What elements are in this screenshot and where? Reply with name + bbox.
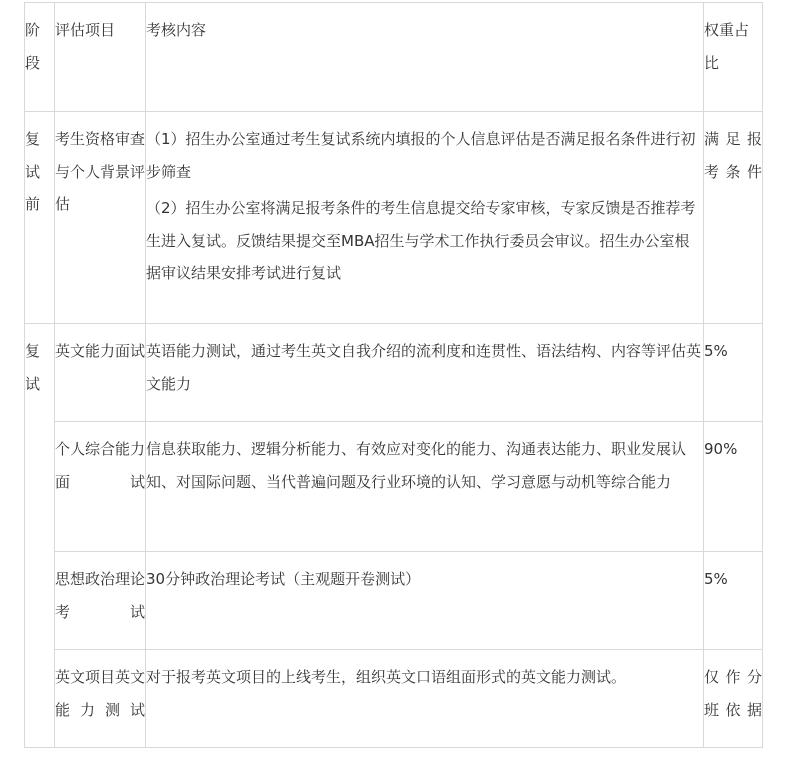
header-content-cell xyxy=(146,3,704,112)
item-label: 考生资格审查与个人背景评估 xyxy=(55,130,146,213)
header-stage-cell xyxy=(25,3,55,112)
content-paragraph: （2）招生办公室将满足报考条件的考生信息提交给专家审核，专家反馈是否推荐考生进入复试。反馈结果提交至MBA招生与学术工作执行委员会审议。招生办公室根据审议结果安排考试进行复试 xyxy=(146,199,696,282)
content-text: 对于报考英文项目的上线考生，组织英文口语组面形式的英文能力测试。 xyxy=(146,668,627,686)
table-row xyxy=(25,552,763,650)
weight-cell xyxy=(704,422,763,552)
weight-cell xyxy=(704,650,763,748)
header-content: 考核内容 xyxy=(146,21,207,39)
content-cell xyxy=(146,422,704,552)
weight-value: 90% xyxy=(704,440,738,458)
item-cell xyxy=(55,552,146,650)
item-cell xyxy=(55,422,146,552)
content-block xyxy=(146,112,703,301)
weight-cell xyxy=(704,552,763,650)
weight-cell xyxy=(704,112,763,324)
content-cell xyxy=(146,552,704,650)
content-text: 信息获取能力、逻辑分析能力、有效应对变化的能力、沟通表达能力、职业发展认知、对国际问题、当代普遍问题及行业环境的认知、学习意愿与动机等综合能力 xyxy=(146,440,687,491)
stage-label: 复试 xyxy=(25,342,41,393)
content-text: 英语能力测试，通过考生英文自我介绍的流利度和连贯性、语法结构、内容等评估英文能力 xyxy=(146,342,702,393)
weight-value: 满足报考条件 xyxy=(704,130,762,181)
content-text: 30分钟政治理论考试（主观题开卷测试） xyxy=(146,570,421,588)
table-row xyxy=(25,650,763,748)
content-cell xyxy=(146,650,704,748)
content-cell xyxy=(146,324,704,422)
item-label: 思想政治理论考试 xyxy=(55,570,146,621)
header-weight-cell xyxy=(704,3,763,112)
weight-value: 仅作分班依据 xyxy=(704,668,762,719)
stage-label: 复试前 xyxy=(25,130,41,213)
weight-value: 5% xyxy=(704,342,728,360)
header-item: 评估项目 xyxy=(55,21,116,39)
item-cell xyxy=(55,650,146,748)
stage-cell xyxy=(25,324,55,748)
table-row xyxy=(25,324,763,422)
header-item-cell xyxy=(55,3,146,112)
item-cell xyxy=(55,324,146,422)
table-row xyxy=(25,422,763,552)
item-cell xyxy=(55,112,146,324)
header-weight: 权重占比 xyxy=(704,21,750,72)
table-header-row xyxy=(25,3,763,112)
item-label: 英文项目英文能力测试 xyxy=(55,668,146,719)
content-paragraph: （1）招生办公室通过考生复试系统内填报的个人信息评估是否满足报名条件进行初步筛查 xyxy=(146,130,696,181)
header-stage: 阶段 xyxy=(25,21,41,72)
stage-cell xyxy=(25,112,55,324)
weight-cell xyxy=(704,324,763,422)
weight-value: 5% xyxy=(704,570,728,588)
content-cell xyxy=(146,112,704,324)
item-label: 个人综合能力面试 xyxy=(55,440,146,491)
assessment-table xyxy=(24,2,763,748)
table-row xyxy=(25,112,763,324)
item-label: 英文能力面试 xyxy=(55,342,146,360)
